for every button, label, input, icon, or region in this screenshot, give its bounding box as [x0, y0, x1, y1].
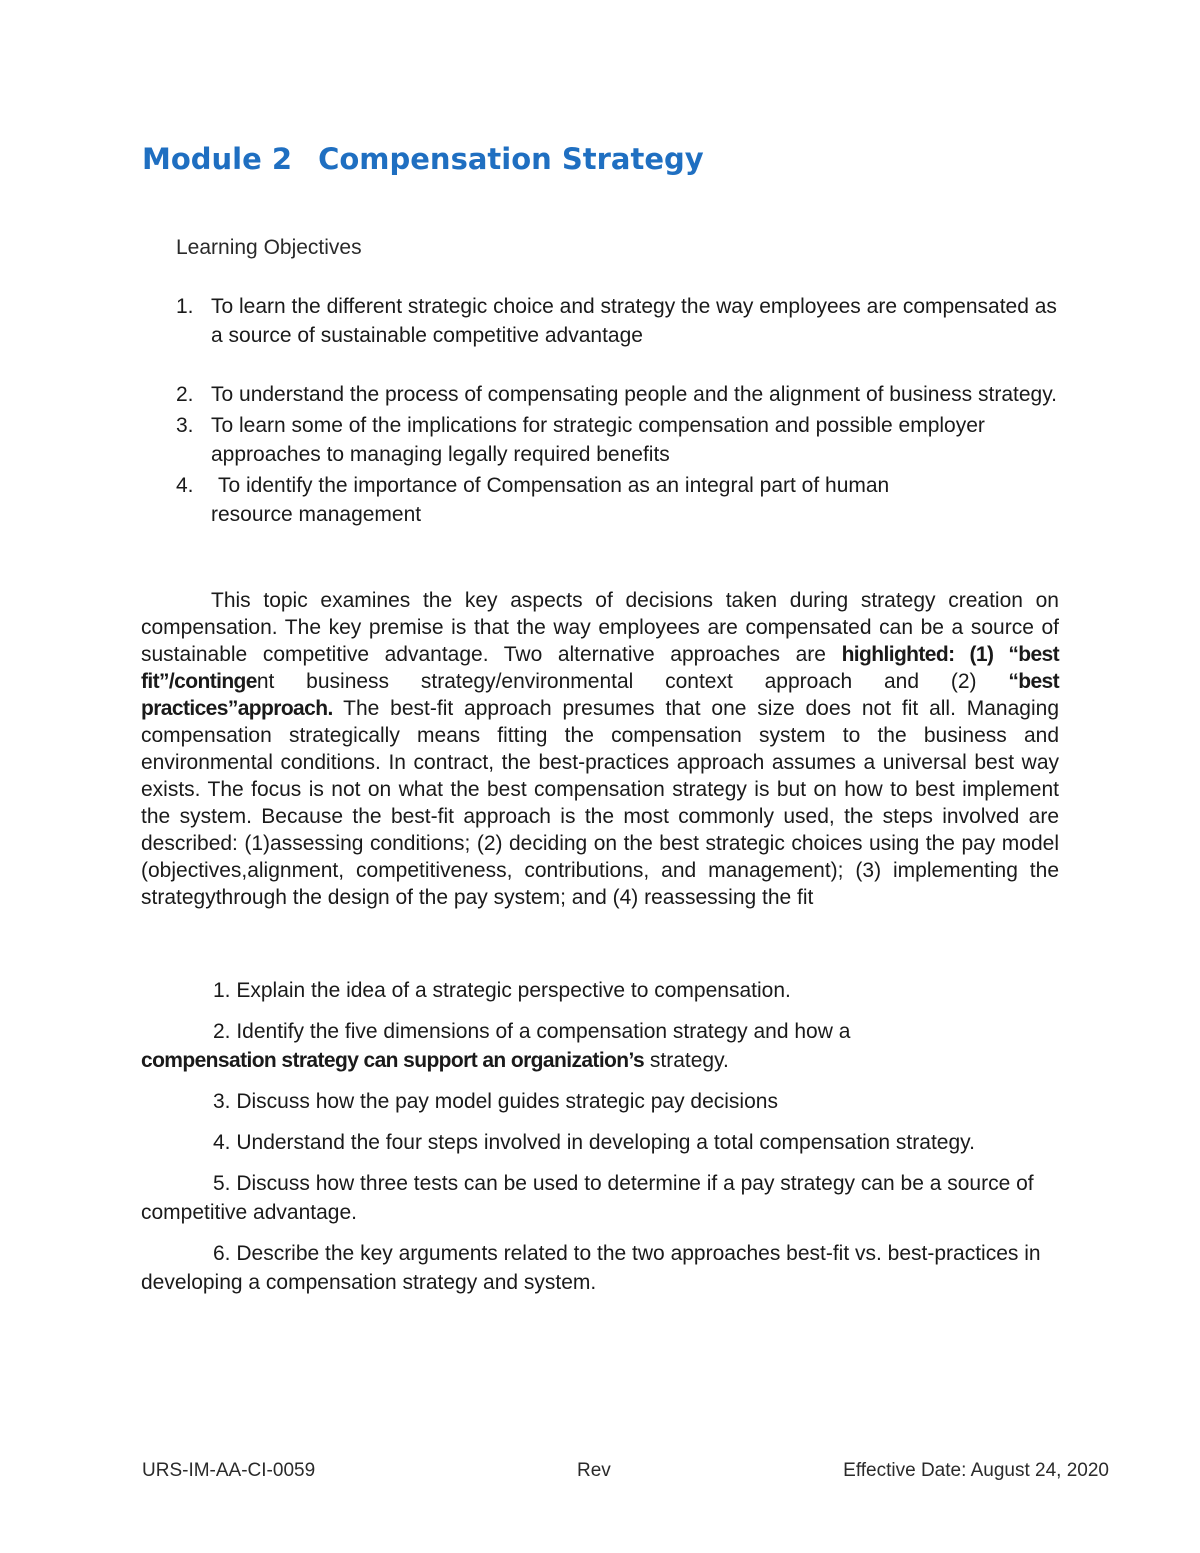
topic-paragraph: [141, 587, 1059, 911]
objective-item: [176, 411, 1066, 469]
module-number: Module 2: [142, 142, 293, 176]
question-text: 4. Understand the four steps involved in developing a total compensation strategy.: [213, 1131, 975, 1154]
learning-objectives-list: [176, 292, 1066, 529]
footer-doc-code: URS-IM-AA-CI-0059: [142, 1460, 316, 1481]
question-item: [141, 1169, 1059, 1227]
question-item: [141, 1239, 1059, 1297]
objective-text: To learn the different strategic choice and strategy the way employees are compensated as a source of sustainable competitive advantage: [211, 295, 1057, 347]
objective-item: [176, 380, 1066, 409]
objective-text: To understand the process of compensating people and the alignment of business strategy.: [211, 383, 1057, 406]
objective-number: 1.: [176, 295, 194, 318]
footer-effective-date: Effective Date: August 24, 2020: [843, 1460, 1109, 1481]
question-item: [141, 976, 1059, 1005]
objective-number: 4.: [176, 474, 194, 497]
paragraph-bold1: highlighted: (1) “best fit”/continge: [141, 643, 1060, 693]
page-title: [142, 142, 704, 176]
question-text: 2. Identify the five dimensions of a compensation strategy and how a: [213, 1020, 851, 1043]
question-text: 1. Explain the idea of a strategic perspective to compensation.: [213, 979, 791, 1002]
objective-number: 3.: [176, 414, 194, 437]
paragraph-part1: This topic examines the key aspects of decisions taken during strategy creation on compensation. The key premise is that the way employees are compensated can be a source of sustainable competitive advantage. Two alternative approaches are: [141, 589, 1059, 666]
paragraph-part3: The best-fit approach presumes that one size does not fit all. Managing compensation strategically means fitting the compensation system to the business and environmental conditions. In contract, the best-practices approach assumes a universal best way exists. The focus is not on what the best compensation strategy is but on how to best implement the system. Because the best-fit approach is the most commonly used, the steps involved are described: (1)assessing conditions; (2) deciding on the best strategic choices using the pay model (objectives,alignment, competitiveness, contributions, and management); (3) implementing the strategythrough the design of the pay system; and (4) reassessing the fit: [141, 697, 1059, 909]
question-tail-text: strategy.: [644, 1049, 729, 1072]
question-text: 3. Discuss how the pay model guides strategic pay decisions: [213, 1090, 778, 1113]
module-title: Compensation Strategy: [318, 142, 704, 176]
objective-item: [176, 292, 1066, 350]
question-item: [141, 1087, 1059, 1116]
objective-item: [176, 471, 1066, 529]
discussion-questions: [141, 976, 1059, 1309]
question-text: 5. Discuss how three tests can be used to determine if a pay strategy can be a source of competitive advantage.: [141, 1172, 1034, 1224]
objective-text: To identify the importance of Compensation as an integral part of human: [218, 474, 890, 497]
footer-rev: Rev: [577, 1460, 611, 1481]
question-text: 6. Describe the key arguments related to the two approaches best-fit vs. best-practices in developing a compensation strategy and system.: [141, 1242, 1041, 1294]
paragraph-part2: nt business strategy/environmental context approach and (2): [256, 670, 1009, 693]
objective-text-continued: resource management: [211, 503, 422, 526]
objective-text: To learn some of the implications for strategic compensation and possible employer approaches to managing legally required benefits: [211, 414, 985, 466]
objective-number: 2.: [176, 383, 194, 406]
paragraph-bold2: “best practices”approach.: [141, 670, 1059, 720]
question-item: [141, 1017, 1059, 1075]
question-item: [141, 1128, 1059, 1157]
learning-objectives-heading: Learning Objectives: [176, 236, 362, 259]
question-bold-text: compensation strategy can support an organization’s: [141, 1049, 645, 1072]
